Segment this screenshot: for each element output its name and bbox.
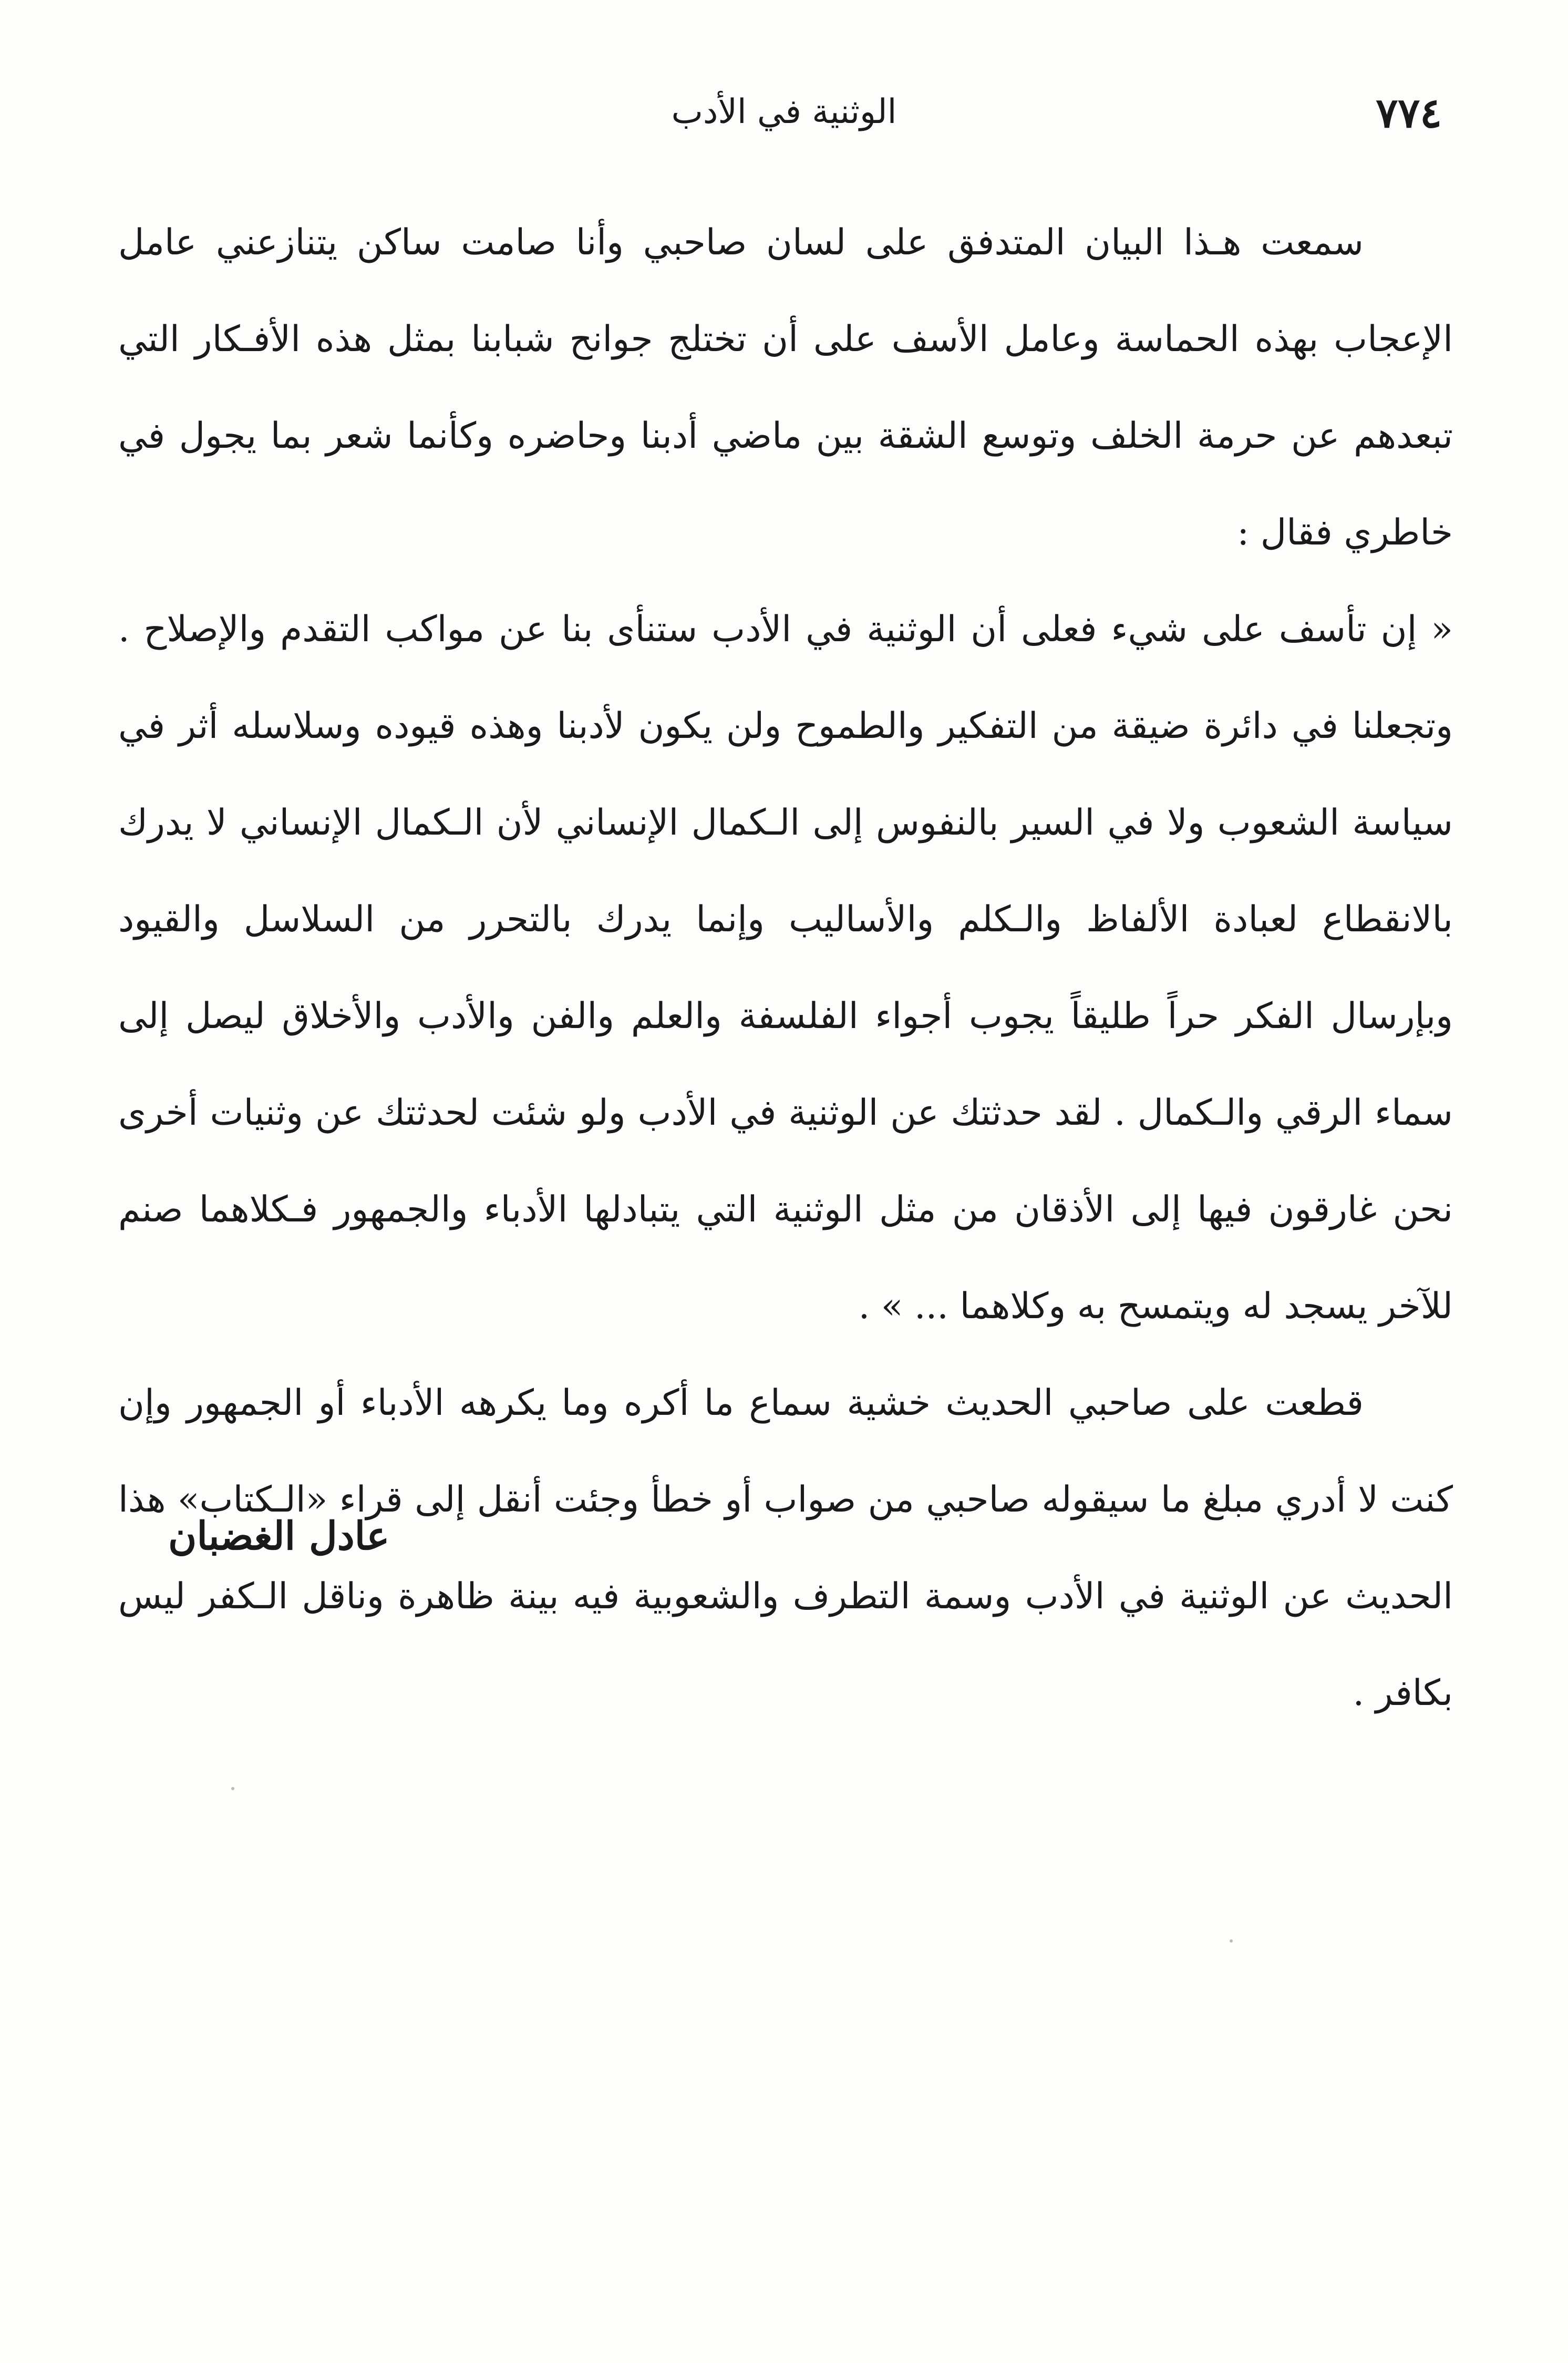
running-header bbox=[121, 89, 1447, 147]
paper-speck bbox=[231, 1787, 234, 1790]
paragraph-closing: قطعت على صاحبي الحديث خشية سماع ما أكره وما يكرهه الأدباء أو الجمهور وإن كنت لا أدري مبلغ ما سيقوله صاحبي من صواب أو خطأ وجئت أنقل إلى قراء «الـكتاب» هذا الحديث عن الوثنية في الأدب وسمة التطرف والشعوبية فيه بينة ظاهرة وناقل الـكفر ليس بكافر . bbox=[118, 1382, 1453, 1714]
author-signature: عادل الغضبان bbox=[168, 1514, 390, 1559]
running-title: الوثنية في الأدب bbox=[671, 93, 897, 131]
quoted-speech: « إن تأسف على شيء فعلى أن الوثنية في الأدب ستنأى بنا عن مواكب التقدم والإصلاح . وتجعلنا في دائرة ضيقة من التفكير والطموح ولن يكون لأدبنا وهذه قيوده وسلاسله أثر في سياسة الشعوب ولا في السير بالنفوس إلى الـكمال الإنساني لأن الـكمال الإنساني لا يدرك بالانقطاع لعبادة الألفاظ والـكلم والأساليب وإنما يدرك بالتحرر من السلاسل والقيود وبإرسال الفكر حراً طليقاً يجوب أجواء الفلسفة والعلم والفن والأدب والأخلاق ليصل إلى سماء الرقي والـكمال . لقد حدثتك عن الوثنية في الأدب ولو شئت لحدثتك عن وثنيات أخرى نحن غارقون فيها إلى الأذقان من مثل الوثنية التي يتبادلها الأدباء والجمهور فـكلاهما صنم للآخر يسجد له ويتمسح به وكلاهما ... » . bbox=[118, 609, 1453, 1327]
paragraph-intro: سمعت هـذا البيان المتدفق على لسان صاحبي وأنا صامت ساكن يتنازعني عامل الإعجاب بهذه الحماسة وعامل الأسف على أن تختلج جوانح شبابنا بمثل هذه الأفـكار التي تبعدهم عن حرمة الخلف وتوسع الشقة بين ماضي أدبنا وحاضره وكأنما شعر بما يجول في خاطري فقال : bbox=[118, 222, 1453, 553]
page-number: ٧٧٤ bbox=[1376, 89, 1442, 137]
paper-speck bbox=[1230, 1939, 1233, 1943]
article-body bbox=[118, 194, 1453, 1742]
